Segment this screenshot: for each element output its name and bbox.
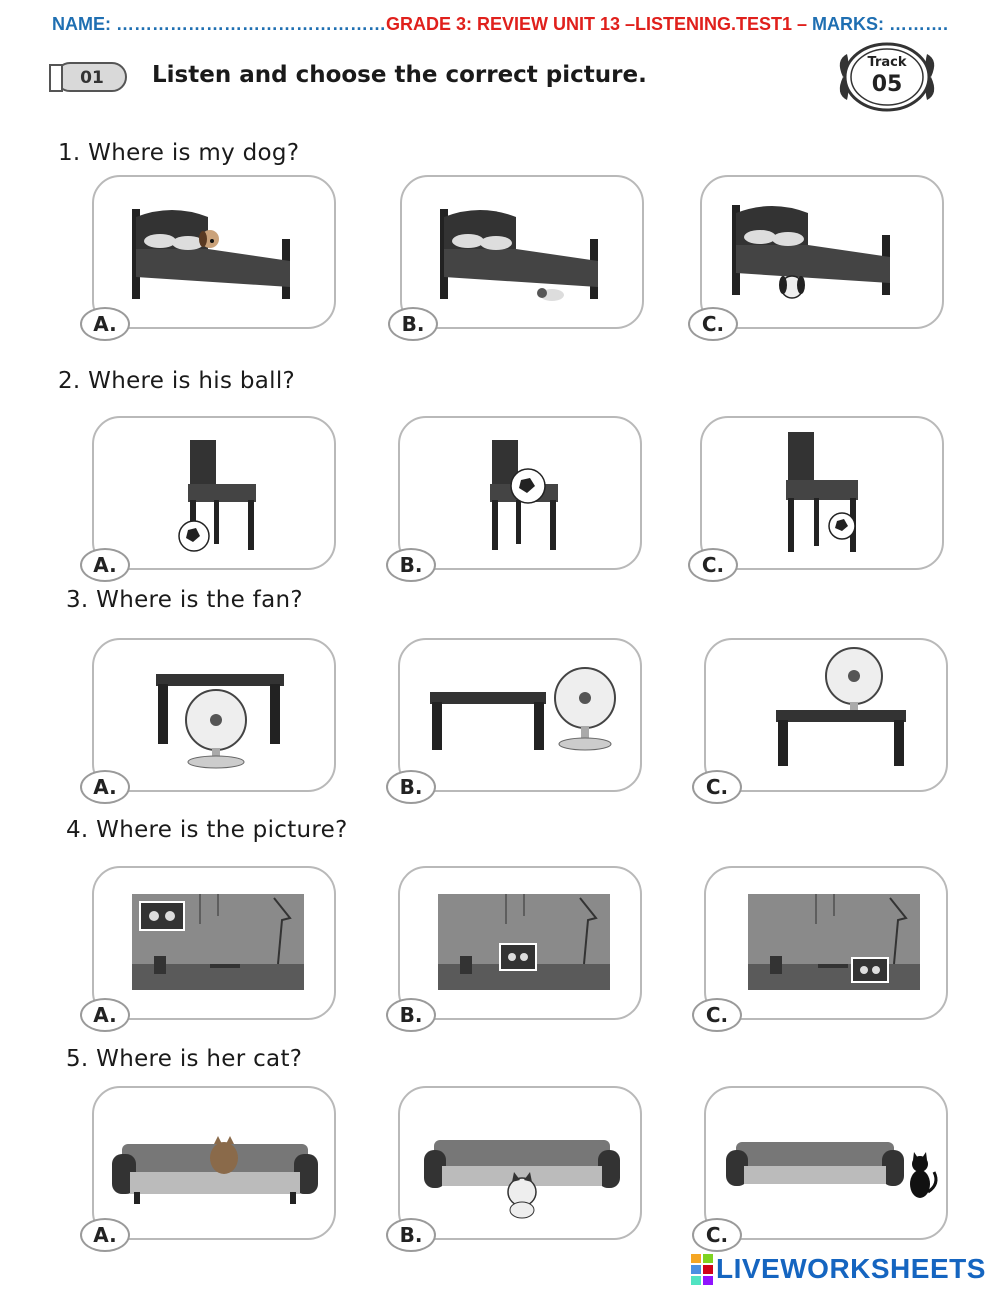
fan-under-table-image — [94, 640, 334, 790]
marks-label: MARKS: ………. — [812, 14, 949, 34]
question-3: 3. Where is the fan? — [66, 587, 303, 613]
option-label: B. — [386, 1218, 436, 1252]
q4-option-a-card[interactable] — [92, 866, 336, 1027]
option-label: C. — [688, 548, 738, 582]
sofa-cat-front-image — [400, 1088, 640, 1238]
q2-option-b-card[interactable] — [398, 416, 642, 577]
sofa-cat-beside-image — [706, 1088, 946, 1238]
option-label: A. — [80, 998, 130, 1032]
option-label: C. — [688, 307, 738, 341]
q2-option-a-card[interactable] — [92, 416, 336, 577]
track-number: 05 — [871, 72, 903, 97]
q3-option-b-card[interactable] — [398, 638, 642, 799]
q3-option-a-card[interactable] — [92, 638, 336, 799]
track-label: Track — [867, 55, 907, 70]
question-1: 1. Where is my dog? — [58, 140, 300, 166]
fan-next-to-table-image — [400, 640, 640, 790]
name-label: NAME: ……………………………………… — [51, 14, 386, 34]
exercise-number-badge — [48, 60, 130, 94]
option-label: A. — [80, 307, 130, 341]
option-label: C. — [692, 1218, 742, 1252]
option-label: A. — [80, 770, 130, 804]
worksheet-title: GRADE 3: REVIEW UNIT 13 –LISTENING.TEST1 – — [385, 14, 813, 34]
track-badge — [833, 40, 941, 114]
q3-option-c-card[interactable] — [704, 638, 948, 799]
option-label: A. — [80, 548, 130, 582]
room-picture-on-wall-image — [94, 868, 334, 1018]
q1-option-c-card[interactable] — [700, 175, 944, 336]
room-picture-on-floor-right-image — [706, 868, 946, 1018]
liveworksheets-brand: LIVEWORKSHEETS — [716, 1253, 986, 1284]
q1-option-a-card[interactable] — [92, 175, 336, 336]
chair-ball-front-image — [94, 418, 334, 568]
liveworksheets-logo-icon — [690, 1252, 714, 1286]
question-2: 2. Where is his ball? — [58, 368, 296, 394]
chair-ball-on-image — [400, 418, 640, 568]
question-4: 4. Where is the picture? — [66, 817, 348, 843]
q1-option-b-card[interactable] — [400, 175, 644, 336]
q5-option-a-card[interactable] — [92, 1086, 336, 1247]
chair-ball-under-image — [702, 418, 942, 568]
option-label: B. — [388, 307, 438, 341]
sofa-cat-on-image — [94, 1088, 334, 1238]
question-5: 5. Where is her cat? — [66, 1046, 303, 1072]
exercise-number: 01 — [80, 68, 104, 88]
option-label: B. — [386, 548, 436, 582]
q5-option-b-card[interactable] — [398, 1086, 642, 1247]
q4-option-c-card[interactable] — [704, 866, 948, 1027]
bed-dog-front-image — [702, 177, 942, 327]
option-label: C. — [692, 998, 742, 1032]
instruction-text: Listen and choose the correct picture. — [152, 62, 647, 88]
room-picture-on-floor-center-image — [400, 868, 640, 1018]
bed-dog-under-image — [402, 177, 642, 327]
option-label: A. — [80, 1218, 130, 1252]
q2-option-c-card[interactable] — [700, 416, 944, 577]
worksheet-header — [0, 14, 1000, 35]
option-label: C. — [692, 770, 742, 804]
option-label: B. — [386, 770, 436, 804]
q4-option-b-card[interactable] — [398, 866, 642, 1027]
fan-on-table-image — [706, 640, 946, 790]
option-label: B. — [386, 998, 436, 1032]
q5-option-c-card[interactable] — [704, 1086, 948, 1247]
bed-dog-on-image — [94, 177, 334, 327]
